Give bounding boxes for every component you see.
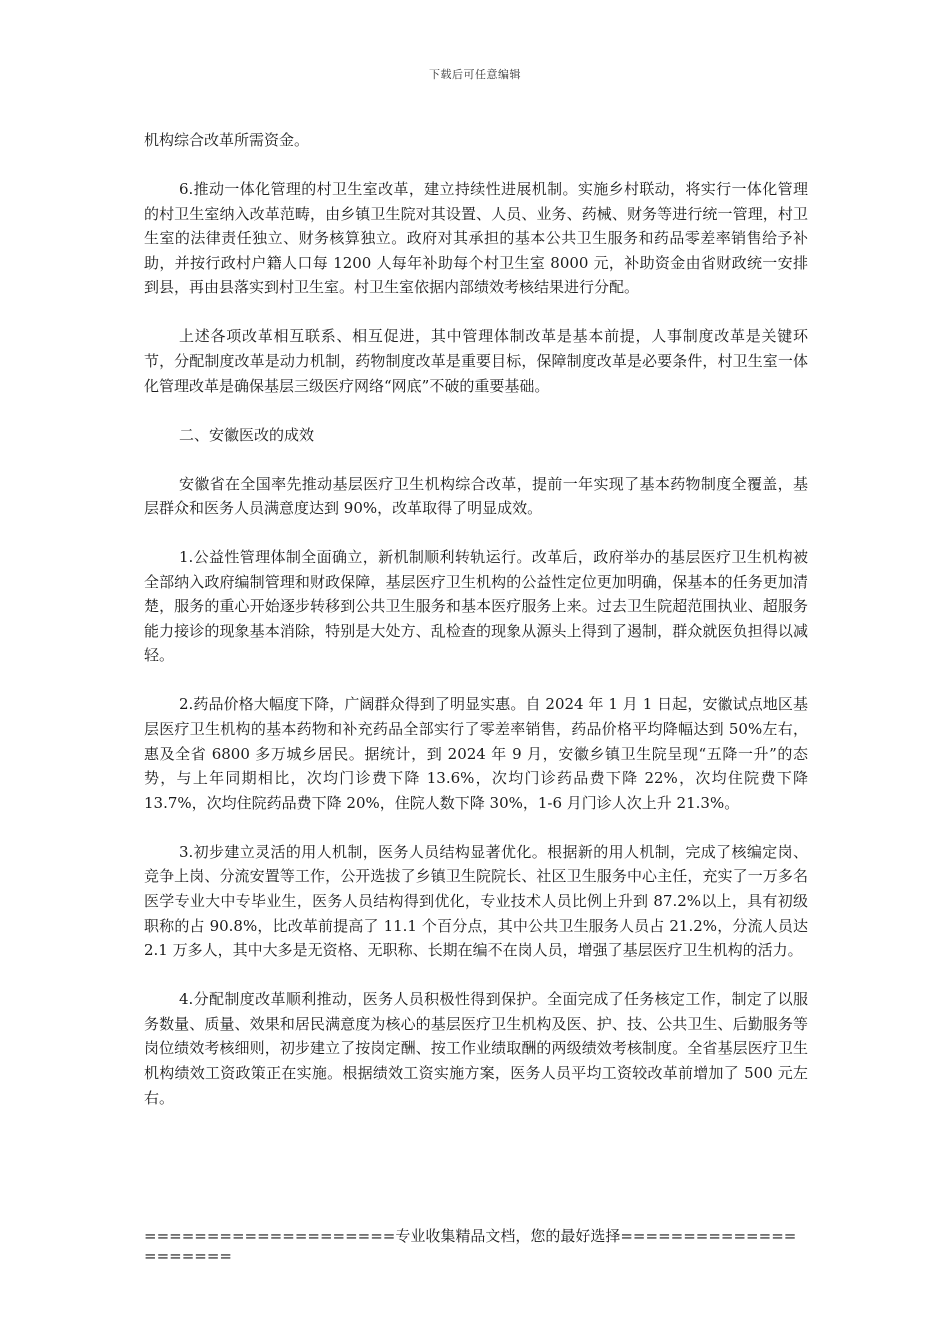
paragraph: 4.分配制度改革顺利推动，医务人员积极性得到保护。全面完成了任务核定工作，制定了以服务数量、质量、效果和居民满意度为核心的基层医疗卫生机构及医、护、技、公共卫生、后勤服务等岗位绩效考核细则，初步建立了按岗定酬、按工作业绩取酬的两级绩效考核制度。全省基层医疗卫生机构绩效工资政策正在实施。根据绩效工资实施方案，医务人员平均工资较改革前增加了 500 元左右。 bbox=[144, 990, 808, 1107]
paragraph: 上述各项改革相互联系、相互促进，其中管理体制改革是基本前提，人事制度改革是关键环节，分配制度改革是动力机制，药物制度改革是重要目标，保障制度改革是必要条件，村卫生室一体化管理改革是确保基层三级医疗网络“网底”不破的重要基础。 bbox=[144, 327, 808, 395]
page-footer: ====================专业收集精品文档，您的最好选择===================== bbox=[144, 1227, 797, 1265]
page-header: 下载后可任意编辑 bbox=[429, 68, 521, 81]
paragraph: 1.公益性管理体制全面确立，新机制顺利转轨运行。改革后，政府举办的基层医疗卫生机构被全部纳入政府编制管理和财政保障，基层医疗卫生机构的公益性定位更加明确，保基本的任务更加清楚，服务的重心开始逐步转移到公共卫生服务和基本医疗服务上来。过去卫生院超范围执业、超服务能力接诊的现象基本消除，特别是大处方、乱检查的现象从源头上得到了遏制，群众就医负担得以减轻。 bbox=[144, 548, 808, 665]
paragraph: 2.药品价格大幅度下降，广阔群众得到了明显实惠。自 2024 年 1 月 1 日起，安徽试点地区基层医疗卫生机构的基本药物和补充药品全部实行了零差率销售，药品价格平均降幅达到 50%左右，惠及全省 6800 多万城乡居民。据统计，到 2024 年 9 月，安徽乡镇卫生院呈现“五降一升”的态势，与上年同期相比，次均门诊费下降 13.6%，次均门诊药品费下降 22%，次均住院费下降 13.7%，次均住院药品费下降 20%，住院人数下降 30%，1-6 月门诊人次上升 21.3%。 bbox=[144, 695, 808, 812]
paragraph: 机构综合改革所需资金。 bbox=[144, 131, 310, 149]
paragraph: 3.初步建立灵活的用人机制，医务人员结构显著优化。根据新的用人机制，完成了核编定岗、竞争上岗、分流安置等工作，公开选拔了乡镇卫生院院长、社区卫生服务中心主任，充实了一万多名医学专业大中专毕业生，医务人员结构得到优化，专业技术人员比例上升到 87.2%以上，具有初级职称的占 90.8%，比改革前提高了 11.1 个百分点，其中公共卫生服务人员占 21.2%，分流人员达 2.1 万多人，其中大多是无资格、无职称、长期在编不在岗人员，增强了基层医疗卫生机构的活力。 bbox=[144, 842, 808, 960]
section-heading: 二、安徽医改的成效 bbox=[179, 425, 315, 444]
paragraph: 6.推动一体化管理的村卫生室改革，建立持续性进展机制。实施乡村联动，将实行一体化管理的村卫生室纳入改革范畴，由乡镇卫生院对其设置、人员、业务、药械、财务等进行统一管理，村卫生室的法律责任独立、财务核算独立。政府对其承担的基本公共卫生服务和药品零差率销售给予补助，并按行政村户籍人口每 1200 人每年补助每个村卫生室 8000 元，补助资金由省财政统一安排到县，再由县落实到村卫生室。村卫生室依据内部绩效考核结果进行分配。 bbox=[144, 179, 808, 297]
paragraph: 安徽省在全国率先推动基层医疗卫生机构综合改革，提前一年实现了基本药物制度全覆盖，基层群众和医务人员满意度达到 90%，改革取得了明显成效。 bbox=[144, 474, 808, 518]
document-body bbox=[144, 128, 808, 1135]
